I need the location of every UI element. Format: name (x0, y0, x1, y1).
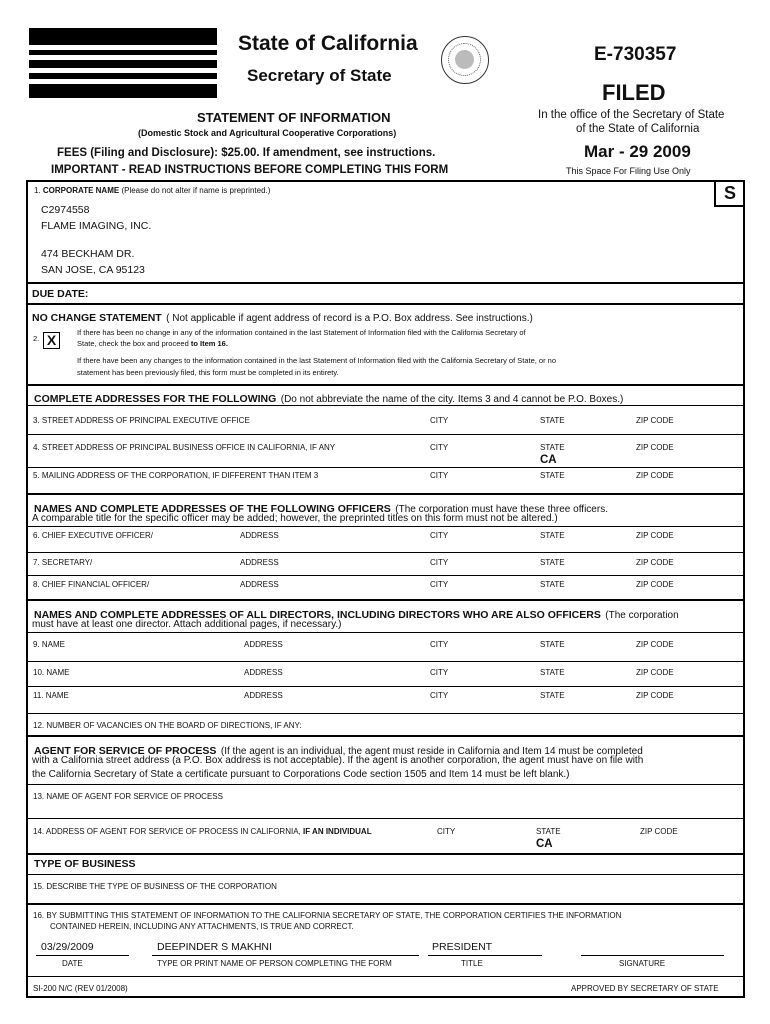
fees-line: FEES (Filing and Disclosure): $25.00. If amendment, see instructions. (57, 147, 436, 159)
divider (26, 526, 745, 527)
divider (26, 405, 745, 406)
divider (26, 784, 745, 785)
filed-date: Mar - 29 2009 (584, 142, 691, 161)
corporate-name-label: 1. CORPORATE NAME (Please do not alter if name is preprinted.) (34, 186, 271, 195)
business-heading: TYPE OF BUSINESS (34, 858, 136, 870)
item-14-label: 14. ADDRESS OF AGENT FOR SERVICE OF PROCESS IN CALIFORNIA, IF AN INDIVIDUAL (33, 827, 372, 836)
directors-heading: NAMES AND COMPLETE ADDRESSES OF ALL DIRECTORS, INCLUDING DIRECTORS WHO ARE ALSO OFFICERS (The corporation (34, 609, 679, 621)
state-label: STATE (536, 827, 561, 836)
no-change-text-4: statement has been previously filed, this form must be completed in its entirety. (77, 368, 339, 377)
corporate-name: FLAME IMAGING, INC. (41, 220, 152, 232)
state-seal-icon (441, 36, 489, 84)
filed-stamp: FILED (602, 80, 666, 105)
no-change-heading: NO CHANGE STATEMENT ( Not applicable if agent address of record is a P.O. Box address. See instructions.) (32, 312, 533, 324)
corporate-number: C2974558 (41, 204, 90, 216)
form-subtitle: (Domestic Stock and Agricultural Cooperative Corporations) (138, 128, 397, 138)
department-heading: Secretary of State (247, 66, 392, 85)
name-caption: TYPE OR PRINT NAME OF PERSON COMPLETING THE FORM (157, 959, 392, 968)
zip-label: ZIP CODE (636, 640, 674, 649)
file-number: E-730357 (594, 44, 677, 65)
item-8-label: 8. CHIEF FINANCIAL OFFICER/ (33, 580, 150, 589)
important-line: IMPORTANT - READ INSTRUCTIONS BEFORE COMPLETING THIS FORM (51, 164, 449, 176)
zip-label: ZIP CODE (640, 827, 678, 836)
officers-note: A comparable title for the specific officer may be added; however, the preprinted titles on this form must not be altered.) (32, 513, 558, 524)
border-bottom (26, 996, 745, 998)
date-line (36, 955, 129, 956)
address-label: ADDRESS (244, 668, 283, 677)
name-line (152, 955, 419, 956)
date-caption: DATE (62, 959, 83, 968)
city-label: CITY (430, 443, 449, 452)
corporate-address-1: 474 BECKHAM DR. (41, 248, 135, 260)
state-label: STATE (540, 640, 565, 649)
zip-label: ZIP CODE (636, 531, 674, 540)
office-line-2: of the State of California (576, 123, 700, 135)
city-label: CITY (430, 416, 449, 425)
item-9-label: 9. NAME (33, 640, 66, 649)
agent-heading: AGENT FOR SERVICE OF PROCESS (If the agent is an individual, the agent must reside in California and Item 14 must be completed (34, 745, 643, 757)
state-label: STATE (540, 443, 565, 452)
signer-date: 03/29/2009 (41, 941, 94, 953)
border-top (26, 180, 745, 182)
divider (26, 713, 745, 714)
corporate-address-2: SAN JOSE, CA 95123 (41, 264, 145, 276)
divider (26, 853, 745, 855)
divider (26, 818, 745, 819)
zip-label: ZIP CODE (636, 443, 674, 452)
form-title: STATEMENT OF INFORMATION (197, 110, 391, 125)
divider (26, 632, 745, 633)
approval-note: APPROVED BY SECRETARY OF STATE (571, 984, 719, 993)
due-date-label: DUE DATE: (32, 288, 89, 300)
no-change-text-3: If there have been any changes to the information contained in the last Statement of Information filed with the California Secretary of State, or no (77, 356, 557, 365)
agent-note-2: the California Secretary of State a certificate pursuant to Corporations Code section 1505 and Item 14 must be left blank.) (32, 769, 570, 780)
divider (26, 903, 745, 905)
city-label: CITY (437, 827, 456, 836)
city-label: CITY (430, 691, 449, 700)
item-11-label: 11. NAME (33, 691, 69, 700)
city-label: CITY (430, 668, 449, 677)
item-12-label: 12. NUMBER OF VACANCIES ON THE BOARD OF DIRECTIONS, IF ANY: (33, 721, 302, 730)
zip-label: ZIP CODE (636, 580, 674, 589)
state-label: STATE (540, 668, 565, 677)
item-7-label: 7. SECRETARY/ (33, 558, 93, 567)
item-13-label: 13. NAME OF AGENT FOR SERVICE OF PROCESS (33, 792, 223, 801)
divider (26, 282, 745, 284)
item-4-state-value: CA (540, 454, 557, 466)
directors-note: must have at least one director. Attach additional pages, if necessary.) (32, 619, 342, 630)
agent-note-1: with a California street address (a P.O. Box address is not acceptable). If the agent is another corporation, the agent must have on file with (32, 755, 644, 766)
zip-label: ZIP CODE (636, 416, 674, 425)
city-label: CITY (430, 471, 449, 480)
zip-label: ZIP CODE (636, 691, 674, 700)
signature-line (581, 955, 724, 956)
officers-heading: NAMES AND COMPLETE ADDRESSES OF THE FOLLOWING OFFICERS (The corporation must have these three officers. (34, 503, 608, 515)
no-change-checkbox[interactable]: X (43, 332, 60, 349)
divider (26, 874, 745, 875)
divider (26, 467, 745, 468)
address-label: ADDRESS (244, 640, 283, 649)
city-label: CITY (430, 531, 449, 540)
zip-label: ZIP CODE (636, 668, 674, 677)
state-label: STATE (540, 691, 565, 700)
item-15-label: 15. DESCRIBE THE TYPE OF BUSINESS OF THE CORPORATION (33, 882, 277, 891)
state-label: STATE (540, 558, 565, 567)
state-heading: State of California (238, 32, 418, 55)
city-label: CITY (430, 558, 449, 567)
signer-title: PRESIDENT (432, 941, 493, 953)
zip-label: ZIP CODE (636, 471, 674, 480)
state-label: STATE (540, 416, 565, 425)
city-label: CITY (430, 640, 449, 649)
address-label: ADDRESS (240, 531, 279, 540)
item-3-label: 3. STREET ADDRESS OF PRINCIPAL EXECUTIVE OFFICE (33, 416, 250, 425)
zip-label: ZIP CODE (636, 558, 674, 567)
s-box: S (714, 181, 744, 207)
divider (26, 493, 745, 495)
filing-use-note: This Space For Filing Use Only (566, 166, 691, 176)
divider (26, 976, 745, 977)
state-label: STATE (540, 531, 565, 540)
divider (26, 384, 745, 386)
divider (26, 552, 745, 553)
signer-name: DEEPINDER S MAKHNI (157, 941, 272, 953)
address-label: ADDRESS (240, 558, 279, 567)
address-label: ADDRESS (240, 580, 279, 589)
state-label: STATE (540, 471, 565, 480)
item-6-label: 6. CHIEF EXECUTIVE OFFICER/ (33, 531, 154, 540)
no-change-text-1: If there has been no change in any of the information contained in the last Statement of Information filed with the California Secretary of (77, 328, 526, 337)
no-change-text-2: State, check the box and proceed to Item 16. (77, 339, 228, 348)
addresses-heading: COMPLETE ADDRESSES FOR THE FOLLOWING (Do not abbreviate the name of the city. Items 3 and 4 cannot be P.O. Boxes.) (34, 393, 624, 405)
divider (26, 686, 745, 687)
item-2-number: 2. (33, 334, 40, 343)
certify-line-2: CONTAINED HEREIN, INCLUDING ANY ATTACHMENTS, IS TRUE AND CORRECT. (50, 922, 354, 931)
form-id: SI-200 N/C (REV 01/2008) (33, 984, 128, 993)
title-caption: TITLE (461, 959, 483, 968)
item-14-state-value: CA (536, 838, 553, 850)
address-label: ADDRESS (244, 691, 283, 700)
signature-caption: SIGNATURE (619, 959, 666, 968)
divider (26, 303, 745, 305)
city-label: CITY (430, 580, 449, 589)
state-label: STATE (540, 580, 565, 589)
item-10-label: 10. NAME (33, 668, 70, 677)
divider (26, 599, 745, 601)
item-4-label: 4. STREET ADDRESS OF PRINCIPAL BUSINESS OFFICE IN CALIFORNIA, IF ANY (33, 443, 336, 452)
certify-line-1: 16. BY SUBMITTING THIS STATEMENT OF INFORMATION TO THE CALIFORNIA SECRETARY OF STATE, THE CORPORATION CERTIFIES THE INFORMATION (33, 911, 622, 920)
divider (26, 661, 745, 662)
divider (26, 735, 745, 737)
item-5-label: 5. MAILING ADDRESS OF THE CORPORATION, IF DIFFERENT THAN ITEM 3 (33, 471, 319, 480)
office-line-1: In the office of the Secretary of State (538, 109, 725, 121)
title-line (428, 955, 542, 956)
divider (26, 434, 745, 435)
divider (26, 575, 745, 576)
